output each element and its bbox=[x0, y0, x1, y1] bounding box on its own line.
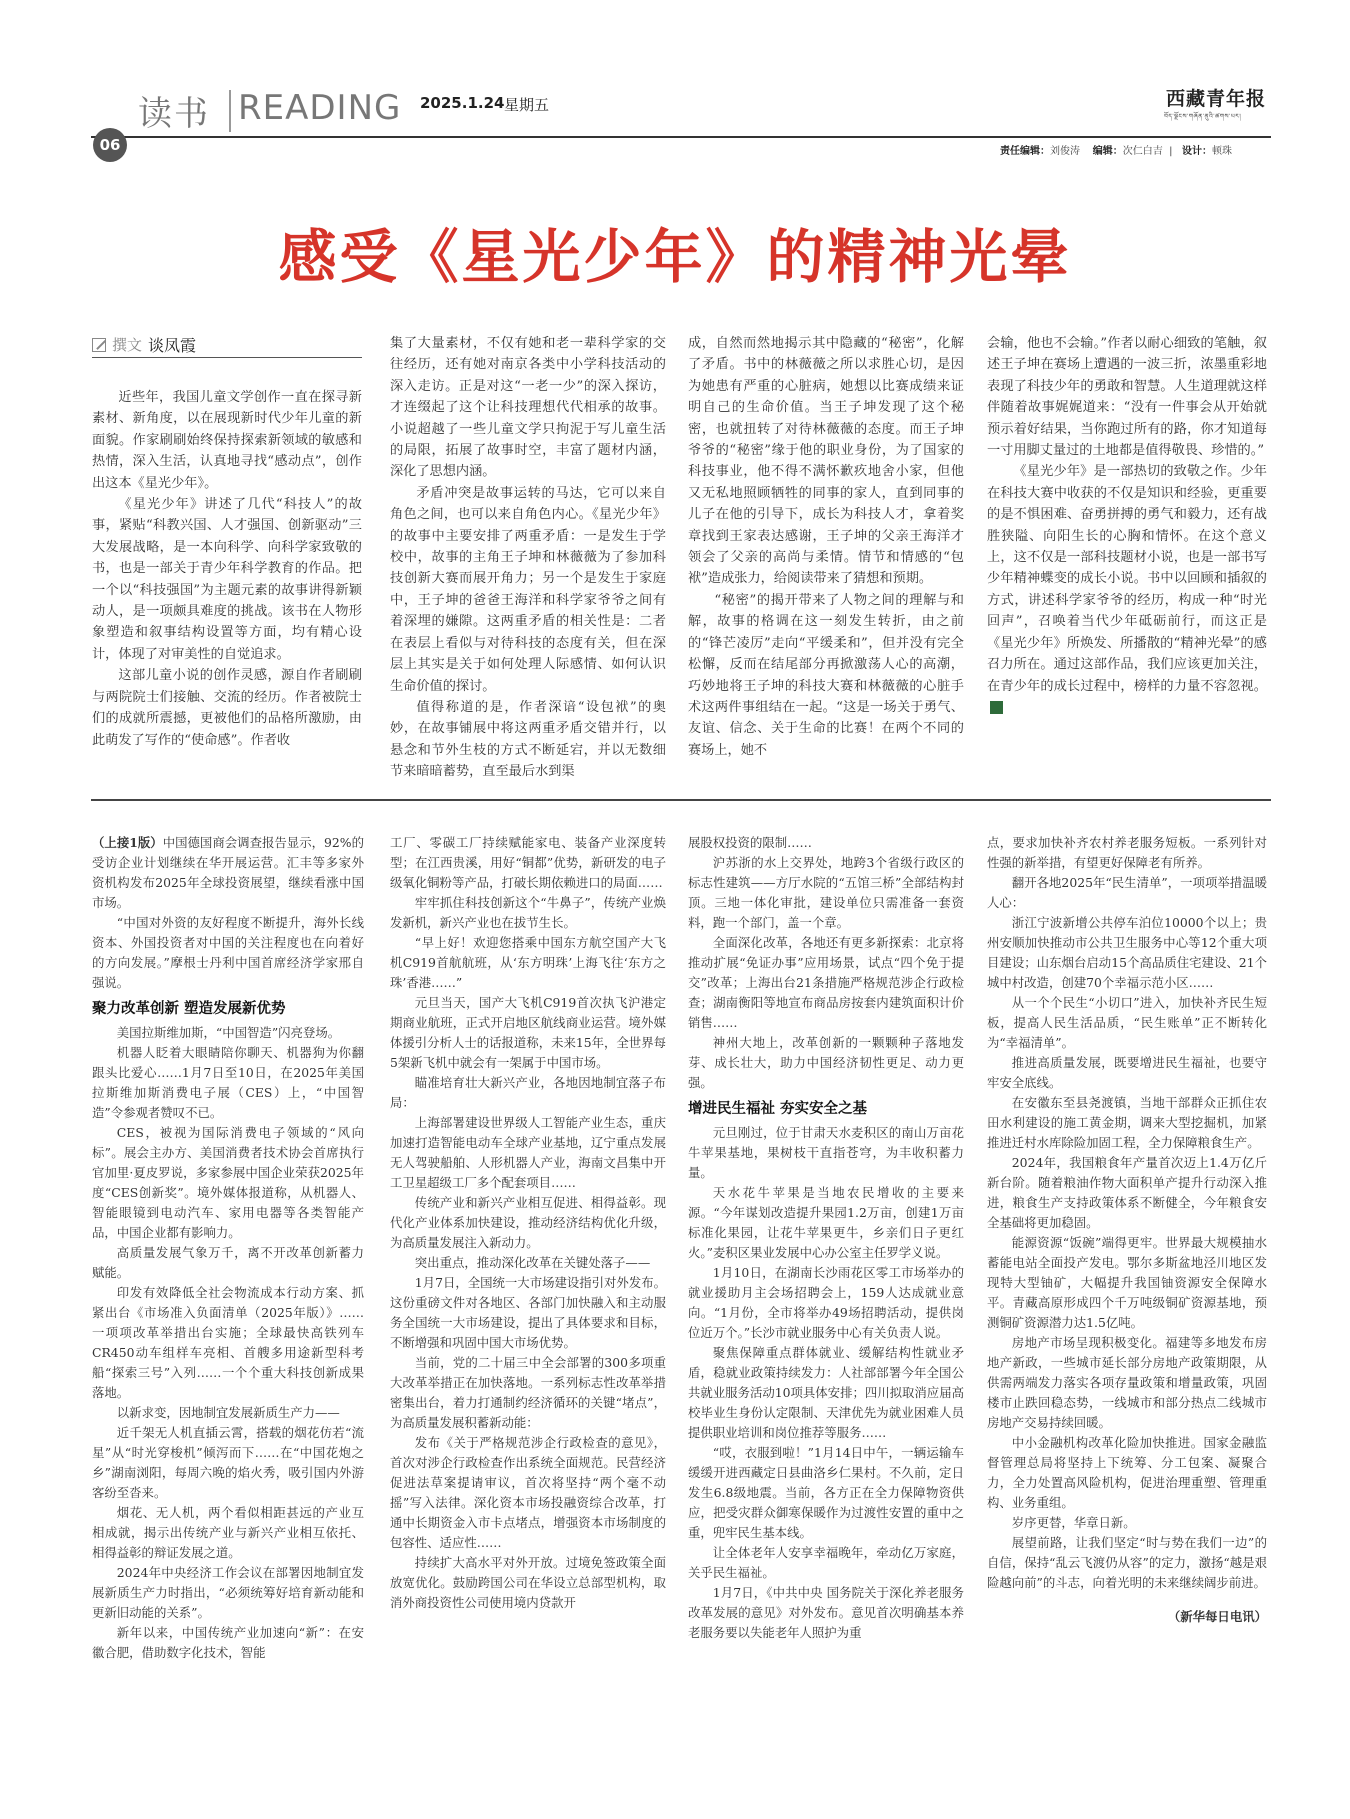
news-paragraph: “中国对外资的友好程度不断提升，海外长线资本、外国投资者对中国的关注程度也在向着好的方向发展。”摩根士丹利中国首席经济学家邢自强说。 bbox=[92, 915, 364, 990]
news-paragraph: 以新求变，因地制宜发展新质生产力—— bbox=[116, 1405, 340, 1420]
editor-label: 责任编辑： bbox=[1000, 146, 1050, 157]
news-paragraph: 聚焦保障重点群体就业、缓解结构性就业矛盾，稳就业政策持续发力：人社部部署今年全国公共就业服务活动10项具体安排；四川拟取消应届高校毕业生身份认定限制、天津优先为就业困难人员提供职业培训和岗位推荐等服务…… bbox=[688, 1345, 964, 1440]
byline bbox=[92, 333, 196, 356]
editor-credits: 责任编辑：刘俊涛 编辑：次仁白吉 | 设计：顿珠 bbox=[1000, 146, 1232, 157]
article-column-4 bbox=[987, 333, 1267, 718]
news-paragraph: 让全体老年人安享幸福晚年，牵动亿万家庭，关乎民生福祉。 bbox=[688, 1545, 964, 1580]
news-paragraph: 2024年，我国粮食年产量首次迈上1.4万亿斤新台阶。随着粮油作物大面积单产提升行动深入推进，粮食生产支持政策体系不断健全，今年粮食安全基础将更加稳固。 bbox=[987, 1155, 1267, 1230]
copy-editor-label: 编辑： bbox=[1092, 146, 1123, 157]
author-name: 谈凤霞 bbox=[148, 336, 197, 355]
news-paragraph: 新年以来，中国传统产业加速向“新”：在安徽合肥，借助数字化技术，智能 bbox=[92, 1625, 364, 1660]
news-paragraph: 1月7日，《中共中央 国务院关于深化养老服务改革发展的意见》对外发布。意见首次明确基本养老服务要以失能老年人照护为重 bbox=[688, 1585, 964, 1640]
news-paragraph: 神州大地上，改革创新的一颗颗种子落地发芽、成长壮大，助力中国经济韧性更足、动力更强。 bbox=[688, 1035, 964, 1090]
news-paragraph: 突出重点，推动深化改革在关键处落子—— bbox=[414, 1255, 651, 1270]
news-paragraph: 房地产市场呈现积极变化。福建等多地发布房地产新政，一些城市延长部分房地产政策期限，从供需两端发力落实各项存量政策和增量政策，巩固楼市止跌回稳态势，一线城市和部分热点二线城市房地产交易持续回暖。 bbox=[987, 1335, 1267, 1430]
article-paragraph-text: 《星光少年》是一部热切的致敬之作。少年在科技大赛中收获的不仅是知识和经验，更重要的是不惧困难、奋勇拼搏的勇气和毅力，还有战胜狭隘、向阳生长的心胸和情怀。在这个意义上，这不仅是一部科技题材小说，也是一部书写少年精神蝶变的成长小说。书中以回顾和插叙的方式，讲述科学家爷爷的经历，构成一种“时光回声”，召唤着当代少年砥砺前行，而这正是《星光少年》所焕发、所播散的“精神光晕”的感召力所在。通过这部作品，我们应该更加关注，在青少年的成长过程中，榜样的力量不容忽视。 bbox=[987, 464, 1267, 694]
news-column-3 bbox=[688, 833, 964, 1643]
news-paragraph: 美国拉斯维加斯，“中国智造”闪亮登场。 bbox=[116, 1025, 341, 1040]
news-paragraph: 从一个个民生“小切口”进入，加快补齐民生短板，提高人民生活品质，“民生账单”正不断转化为“幸福清单”。 bbox=[987, 995, 1267, 1050]
copy-editor-name: 次仁白吉 bbox=[1122, 146, 1163, 157]
news-paragraph: 天水花牛苹果是当地农民增收的主要来源。“今年谋划改造提升果园1.2万亩，创建1万亩标准化果园，让花牛苹果更牛，乡亲们日子更红火。”麦积区果业发展中心办公室主任罗学义说。 bbox=[688, 1185, 964, 1260]
news-paragraph: 浙江宁波新增公共停车泊位10000个以上；贵州安顺加快推动市公共卫生服务中心等12个重大项目建设；山东烟台启动15个高品质住宅建设、21个城中村改造，创建70个幸福示范小区…… bbox=[987, 915, 1267, 990]
article-column-2 bbox=[390, 333, 666, 783]
issue-weekday: 星期五 bbox=[504, 96, 550, 114]
news-column-4 bbox=[987, 833, 1267, 1627]
header-rule bbox=[91, 136, 1271, 138]
news-paragraph: 能源资源“饭碗”端得更牢。世界最大规模抽水蓄能电站全面投产发电。鄂尔多斯盆地泾川地区发现特大型铀矿，大幅提升我国铀资源安全保障水平。青藏高原形成四个千万吨级铜矿资源基地，预测铜矿资源潜力达1.5亿吨。 bbox=[987, 1235, 1267, 1330]
news-column-2 bbox=[390, 833, 666, 1613]
page-number: 06 bbox=[99, 136, 121, 154]
news-paragraph: 元旦当天，国产大飞机C919首次执飞沪港定期商业航班，正式开启地区航线商业运营。境外媒体援引分析人士的话报道称，未来15年，全世界每5架新飞机中就会有一架属于中国市场。 bbox=[390, 995, 666, 1070]
news-paragraph: 展股权投资的限制…… bbox=[688, 835, 812, 850]
newspaper-logo-tibetan: བོད་ལྗོངས་གཞོན་ནུའི་ཚགས་པར། bbox=[1164, 113, 1242, 120]
designer-label: 设计： bbox=[1181, 146, 1212, 157]
section-title-cn: 读书 bbox=[138, 94, 210, 134]
article-headline: 感受《星光少年》的精神光晕 bbox=[278, 223, 1072, 291]
news-paragraph bbox=[92, 833, 364, 913]
news-source: （新华每日电讯） bbox=[1167, 1609, 1267, 1624]
news-paragraph: “哎，衣服到啦！”1月14日中午，一辆运输车缓缓开进西藏定日县曲洛乡仁果村。不久前，定日发生6.8级地震。当前，各方正在全力保障物资供应，把受灾群众御寒保暖作为过渡性安置的重中之重，兜牢民生基本线。 bbox=[688, 1445, 964, 1540]
news-paragraph: 全面深化改革，各地还有更多新探索：北京将推动扩展“免证办事”应用场景，试点“四个免于提交”改革；上海出台21条措施严格规范涉企行政检查；湖南衡阳等地宣布商品房按套内建筑面积计价销售…… bbox=[688, 935, 964, 1030]
news-paragraph: 岁序更替，华章日新。 bbox=[1011, 1515, 1136, 1530]
news-paragraph: 牢牢抓住科技创新这个“牛鼻子”，传统产业焕发新机，新兴产业也在拔节生长。 bbox=[390, 895, 666, 930]
news-paragraph: 翻开各地2025年“民生清单”，一项项举措温暖人心： bbox=[987, 875, 1267, 910]
article-paragraph: 近些年，我国儿童文学创作一直在探寻新素材、新角度，以在展现新时代少年儿童的新面貌。作家刷刷始终保持探索新领域的敏感和热情，深入生活，认真地寻找“感动点”，创作出这本《星光少年》。 bbox=[92, 390, 362, 491]
news-paragraph: 元旦刚过，位于甘肃天水麦积区的南山万亩花牛苹果基地，果树枝干直指苍穹，为丰收积蓄力量。 bbox=[688, 1125, 964, 1180]
article-paragraph: 《星光少年》讲述了几代“科技人”的故事，紧贴“科教兴国、人才强国、创新驱动”三大发展战略，是一本向科学、向科学家致敬的书，也是一部关于青少年科学教育的作品。把一个以“科技强国”为主题元素的故事讲得新颖动人，是一项颇具难度的挑战。该书在人物形象塑造和叙事结构设置等方面，均有精心设计，体现了对审美性的自觉追求。 bbox=[92, 497, 362, 662]
issue-date: 2025.1.24 bbox=[420, 94, 505, 112]
section-divider bbox=[91, 799, 1271, 801]
article-column-1 bbox=[92, 387, 362, 751]
article-paragraph bbox=[987, 461, 1267, 718]
news-paragraph: 发布《关于严格规范涉企行政检查的意见》，首次对涉企行政检查作出系统全面规范。民营经济促进法草案提请审议，首次将坚持“两个毫不动摇”写入法律。深化资本市场投融资综合改革，打通中长期资金入市卡点堵点，增强资本市场制度的包容性、适应性…… bbox=[390, 1435, 666, 1550]
article-paragraph: “秘密”的揭开带来了人物之间的理解与和解，故事的格调在这一刻发生转折，由之前的“锋芒凌厉”走向“平缓柔和”，但并没有完全松懈，反而在结尾部分再掀激荡人心的高潮，巧妙地将王子坤的科技大赛和林薇薇的心脏手术这两件事组结在一起。“这是一场关于勇气、友谊、信念、关于生命的比赛！在两个不同的赛场上，她不 bbox=[688, 592, 964, 758]
news-paragraph: 工厂、零碳工厂持续赋能家电、装备产业深度转型；在江西贵溪，用好“铜都”优势，新研发的电子级氧化铜粉等产品，打破长期依赖进口的局面…… bbox=[390, 835, 666, 890]
news-paragraph: 中小金融机构改革化险加快推进。国家金融监督管理总局将坚持上下统筹、分工包案、凝聚合力，全力处置高风险机构，促进治理重塑、管理重构、业务重组。 bbox=[987, 1435, 1267, 1510]
designer-name: 顿珠 bbox=[1211, 146, 1232, 157]
news-paragraph: 当前，党的二十届三中全会部署的300多项重大改革举措正在加快落地。一系列标志性改革举措密集出台，着力打通制约经济循环的关键“堵点”，为高质量发展积蓄新动能： bbox=[390, 1355, 666, 1430]
article-paragraph: 这部儿童小说的创作灵感，源自作者刷刷与两院院士们接触、交流的经历。作者被院士们的成就所震撼，更被他们的品格所激励，由此萌发了写作的“使命感”。作者收 bbox=[92, 668, 362, 748]
end-mark-icon bbox=[990, 701, 1003, 714]
news-paragraph: 1月7日，全国统一大市场建设指引对外发布。这份重磅文件对各地区、各部门加快融入和主动服务全国统一大市场建设，提出了具体要求和目标，不断增强和巩固中国大市场优势。 bbox=[390, 1275, 666, 1350]
news-paragraph: 点，要求加快补齐农村养老服务短板。一系列针对性强的新举措，有望更好保障老有所养。 bbox=[987, 835, 1267, 870]
header-divider bbox=[229, 90, 231, 132]
page-number-badge bbox=[93, 128, 127, 162]
news-paragraph: 沪苏浙的水上交界处，地跨3个省级行政区的标志性建筑——方厅水院的“五馆三桥”全部结构封顶。三地一体化审批，建设单位只需准备一套资料，跑一个部门，盖一个章。 bbox=[688, 855, 964, 930]
news-paragraph: 在安徽东至县尧渡镇，当地干部群众正抓住农田水利建设的施工黄金期，调来大型挖掘机，加紧推进迁村水库除险加固工程，全力保障粮食生产。 bbox=[987, 1095, 1267, 1150]
news-paragraph: 2024年中央经济工作会议在部署因地制宜发展新质生产力时指出，“必须统筹好培育新动能和更新旧动能的关系”。 bbox=[92, 1565, 364, 1620]
news-subheading: 聚力改革创新 塑造发展新优势 bbox=[92, 1001, 286, 1017]
continued-from-label: （上接1版） bbox=[92, 835, 163, 850]
news-paragraph: 推进高质量发展，既要增进民生福祉，也要守牢安全底线。 bbox=[987, 1055, 1267, 1090]
article-paragraph: 值得称道的是，作者深谙“设包袱”的奥妙，在故事铺展中将这两重矛盾交错并行，以悬念和节外生枝的方式不断延宕，并以无数细节来暗暗蓄势，直至最后水到渠 bbox=[390, 699, 666, 780]
news-paragraph: 持续扩大高水平对外开放。过境免签政策全面放宽优化。鼓励跨国公司在华设立总部型机构，取消外商投资性公司使用境内贷款开 bbox=[390, 1555, 666, 1610]
article-column-3 bbox=[688, 333, 964, 761]
article-paragraph: 成，自然而然地揭示其中隐藏的“秘密”，化解了矛盾。书中的林薇薇之所以求胜心切，是因为她患有严重的心脏病，她想以比赛成绩来证明自己的生命价值。当王子坤发现了这个秘密，也就扭转了对待林薇薇的态度。而王子坤爷爷的“秘密”缘于他的职业身份，为了国家的科技事业，他不得不满怀歉疚地舍小家，但他又无私地照顾牺牲的同事的家人，直到同事的儿子在他的引导下，成长为科技人才，拿着奖章找到王家表达感谢，王子坤的父亲王海洋才领会了父亲的高尚与柔情。情节和情感的“包袱”造成张力，给阅读带来了猜想和预期。 bbox=[688, 336, 964, 587]
news-paragraph: 机器人眨着大眼睛陪你聊天、机器狗为你翻跟头比爱心……1月7日至10日，在2025年美国拉斯维加斯消费电子展（CES）上，“中国智造”令参观者赞叹不已。 bbox=[92, 1045, 364, 1120]
byline-label: 撰文 bbox=[112, 336, 143, 354]
news-paragraph: 高质量发展气象万千，离不开改革创新蓄力赋能。 bbox=[92, 1245, 364, 1280]
news-paragraph: 传统产业和新兴产业相互促进、相得益彰。现代化产业体系加快建设，推动经济结构优化升级，为高质量发展注入新动力。 bbox=[390, 1195, 666, 1250]
news-paragraph: 瞄准培育壮大新兴产业，各地因地制宜落子布局： bbox=[390, 1075, 666, 1110]
article-paragraph: 矛盾冲突是故事运转的马达，它可以来自角色之间，也可以来自角色内心。《星光少年》的故事中主要安排了两重矛盾：一是发生于学校中，故事的主角王子坤和林薇薇为了参加科技创新大赛而展开角力；另一个是发生于家庭中，王子坤的爸爸王海洋和科学家爷爷之间有着深埋的嫌隙。这两重矛盾的相关性是：二者在表层上看似与对待科技的态度有关，但在深层上其实是关于如何处理人际感情、如何认识生命价值的探讨。 bbox=[390, 485, 666, 694]
news-paragraph: 1月10日，在湖南长沙雨花区零工市场举办的就业援助月主会场招聘会上，159人达成就业意向。“1月份，全市将举办49场招聘活动，提供岗位近万个。”长沙市就业服务中心有关负责人说。 bbox=[688, 1265, 964, 1340]
byline-rule bbox=[92, 357, 362, 358]
news-paragraph: “早上好！欢迎您搭乘中国东方航空国产大飞机C919首航航班，从‘东方明珠’上海飞往‘东方之珠’香港……” bbox=[390, 935, 666, 990]
newspaper-logo: 西藏青年报 bbox=[1166, 88, 1267, 110]
pen-icon bbox=[92, 338, 106, 352]
article-paragraph: 会输，他也不会输。”作者以耐心细致的笔触，叙述王子坤在赛场上遭遇的一波三折，浓墨重彩地表现了科技少年的勇敢和智慧。人生道理就这样伴随着故事娓娓道来：“没有一件事会从开始就预示着好结果，当你跑过所有的路，你才知道每一寸用脚丈量过的土地都是值得敬畏、珍惜的。” bbox=[987, 336, 1267, 459]
news-paragraph: 印发有效降低全社会物流成本行动方案、抓紧出台《市场准入负面清单（2025年版）》……一项项改革举措出台实施；全球最快高铁列车CR450动车组样车亮相、首艘多用途新型科考船“探索三号”入列……一个个重大科技创新成果落地。 bbox=[92, 1285, 364, 1400]
news-paragraph: 近千架无人机直插云霄，搭载的烟花仿若“流星”从“时光穿梭机”倾泻而下……在“中国花炮之乡”湖南浏阳，每周六晚的焰火秀，吸引国内外游客纷至沓来。 bbox=[92, 1425, 364, 1500]
news-paragraph-text: 中国德国商会调查报告显示，92%的受访企业计划继续在华开展运营。汇丰等多家外资机构发布2025年全球投资展望，继续看涨中国市场。 bbox=[92, 835, 364, 910]
section-title-en: READING bbox=[238, 88, 402, 128]
news-subheading: 增进民生福祉 夯实安全之基 bbox=[688, 1101, 868, 1117]
news-paragraph: 展望前路，让我们坚定“时与势在我们一边”的自信，保持“乱云飞渡仍从容”的定力，激扬“越是艰险越向前”的斗志，向着光明的未来继续阔步前进。 bbox=[987, 1535, 1267, 1590]
news-paragraph: 烟花、无人机，两个看似相距甚远的产业互相成就，揭示出传统产业与新兴产业相互依托、相得益彰的辩证发展之道。 bbox=[92, 1505, 364, 1560]
news-paragraph: 上海部署建设世界级人工智能产业生态，重庆加速打造智能电动车全球产业基地，辽宁重点发展无人驾驶船舶、人形机器人产业，海南文昌集中开工卫星超级工厂多个配套项目…… bbox=[390, 1115, 666, 1190]
editor-name: 刘俊涛 bbox=[1050, 146, 1080, 157]
news-column-1 bbox=[92, 833, 364, 1663]
news-paragraph: CES，被视为国际消费电子领域的“风向标”。展会主办方、美国消费者技术协会首席执行官加里·夏皮罗说，多家参展中国企业荣获2025年度“CES创新奖”。境外媒体报道称，从机器人、智能眼镜到电动汽车、家用电器等各类智能产品，中国企业都有影响力。 bbox=[92, 1125, 364, 1240]
article-paragraph: 集了大量素材，不仅有她和老一辈科学家的交往经历，还有她对南京各类中小学科技活动的深入走访。正是对这“一老一少”的深入探访，才连缀起了这个让科技理想代代相承的故事。小说超越了一些儿童文学只拘泥于写儿童生活的局限，拓展了故事时空，丰富了题材内涵，深化了思想内涵。 bbox=[390, 336, 666, 480]
